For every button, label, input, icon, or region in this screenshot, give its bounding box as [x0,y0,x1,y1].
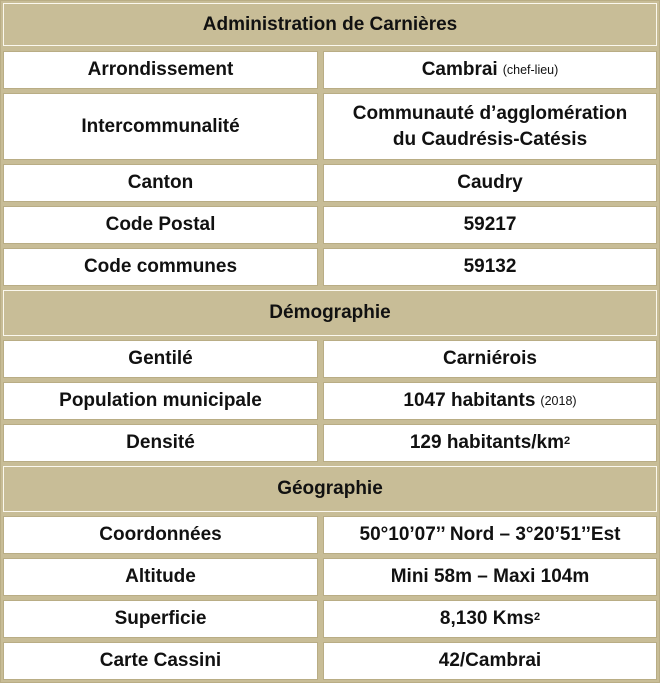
row-label-altitude [3,558,318,596]
value-text: 1047 habitants [403,390,536,412]
label-text: Code communes [83,256,238,278]
value-superscript: 2 [564,434,571,447]
label-text: Arrondissement [87,59,234,81]
row-value-coordonnees [323,516,657,554]
row-value-arrondissement [323,51,657,89]
value-text: Mini 58m – Maxi 104m [390,566,590,588]
value-text: 8,130 Kms [439,608,534,630]
label-text: Densité [126,432,195,454]
row-value-code-communes [323,248,657,286]
value-text: Carniérois [443,348,537,370]
row-label-densite [3,424,318,462]
label-text: Coordonnées [99,524,222,546]
row-label-arrondissement [3,51,318,89]
value-text: Caudry [457,172,523,194]
row-value-gentile [323,340,657,378]
label-text: Superficie [114,608,207,630]
row-label-intercommunalite [3,93,318,160]
label-text: Canton [127,172,194,194]
label-text: Carte Cassini [99,650,222,672]
section-title: Démographie [269,302,391,323]
value-text: 42/Cambrai [438,650,542,672]
label-text: Intercommunalité [81,115,240,137]
row-value-carte-cassini [323,642,657,680]
section-header-administration [3,3,657,46]
row-value-densite [323,424,657,462]
row-label-canton [3,164,318,202]
label-text: Population municipale [59,390,262,412]
row-label-code-communes [3,248,318,286]
value-note: (2018) [540,393,577,408]
value-superscript: 2 [533,610,541,623]
row-value-altitude [323,558,657,596]
section-header-demographie [3,290,657,336]
row-label-carte-cassini [3,642,318,680]
value-text: 59132 [463,256,517,278]
row-value-intercommunalite [323,93,657,160]
row-value-superficie [323,600,657,638]
label-text: Code Postal [105,214,216,236]
label-text: Gentilé [128,348,193,370]
row-label-superficie [3,600,318,638]
value-text-line1: Communauté d’agglomération [352,102,628,124]
row-label-population [3,382,318,420]
section-title: Géographie [277,478,383,499]
row-label-code-postal [3,206,318,244]
label-text: Altitude [125,566,196,588]
section-header-geographie [3,466,657,512]
value-text-line2: du Caudrésis-Catésis [392,128,588,150]
row-value-code-postal [323,206,657,244]
value-note: (chef-lieu) [502,62,559,77]
row-label-gentile [3,340,318,378]
value-text: 50°10’07’’ Nord – 3°20’51’’Est [359,524,621,546]
value-text: Cambrai [421,59,498,81]
row-value-population [323,382,657,420]
value-text: 129 habitants/km [409,432,565,454]
section-title: Administration de Carnières [202,13,458,35]
value-text: 59217 [463,214,517,236]
row-label-coordonnees [3,516,318,554]
row-value-canton [323,164,657,202]
